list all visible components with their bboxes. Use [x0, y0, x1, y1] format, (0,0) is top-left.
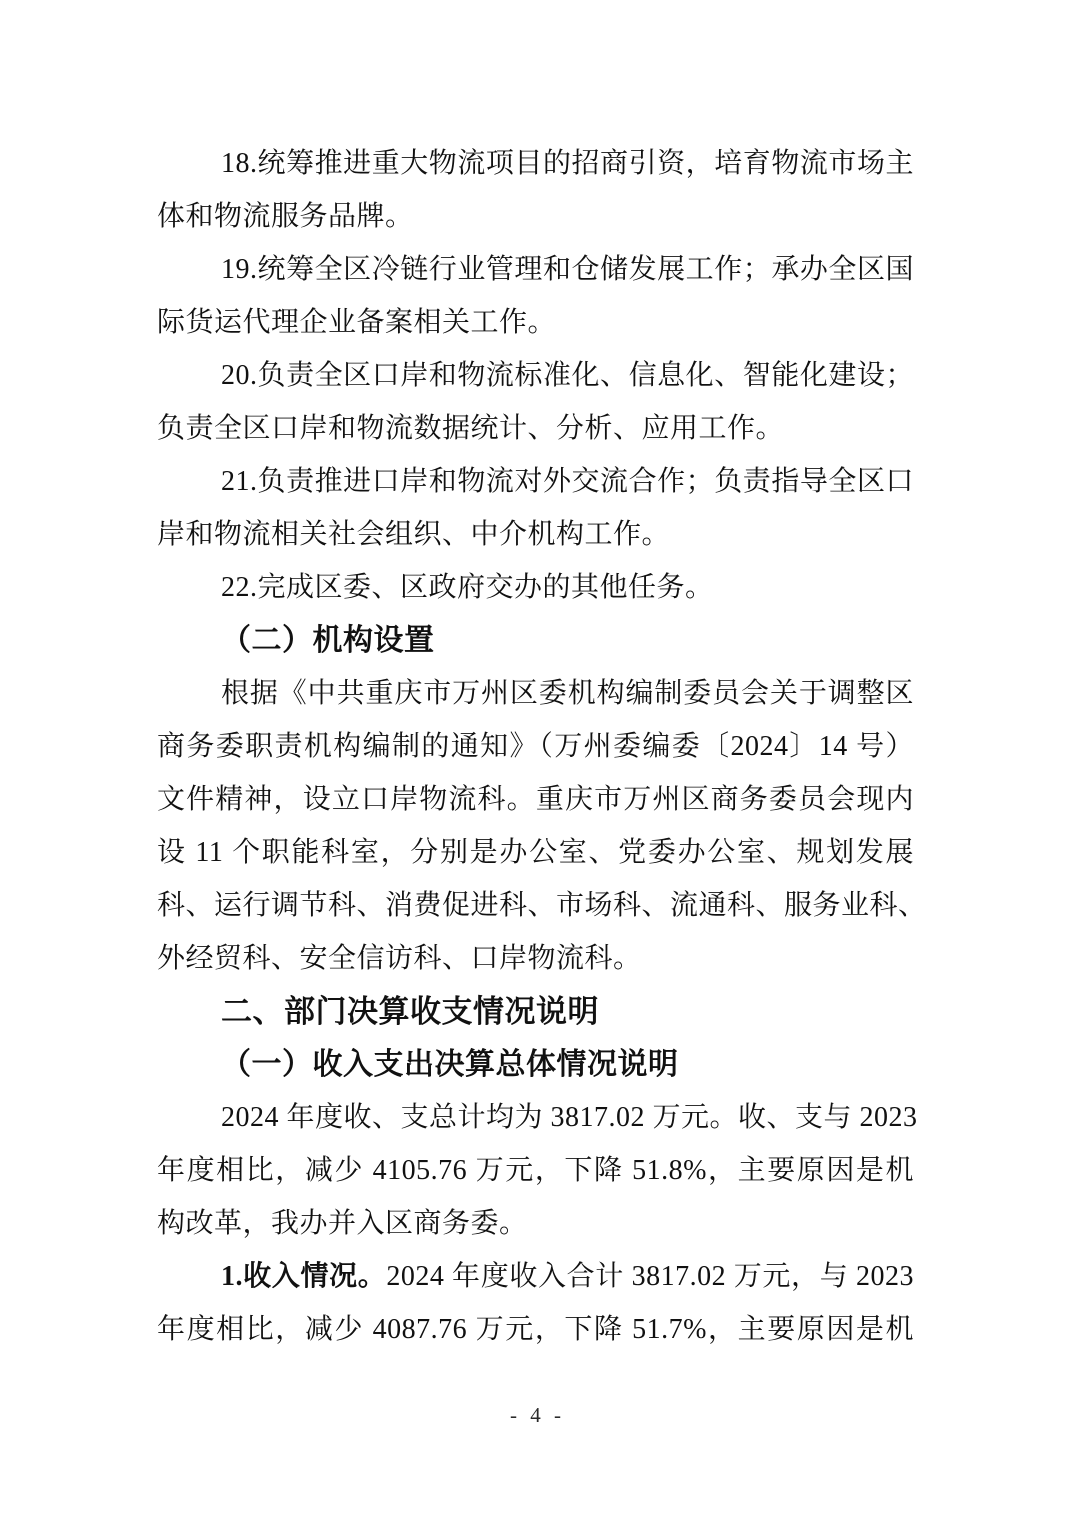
text-segment: 际货运代理企业备案相关工作。 [157, 307, 557, 338]
text-line [221, 349, 914, 402]
text-line [221, 1038, 914, 1091]
text-segment: 根据《中共重庆市万州区委机构编制委员会关于调整区 [221, 678, 914, 709]
text-line [157, 826, 914, 879]
page-number: - 4 - [510, 1403, 565, 1427]
text-segment: 构改革，我办并入区商务委。 [157, 1208, 528, 1239]
text-line [157, 773, 914, 826]
text-segment: 负责全区口岸和物流数据统计、分析、应用工作。 [157, 413, 785, 444]
text-line [221, 614, 914, 667]
text-segment: 20.负责全区口岸和物流标准化、信息化、智能化建设； [221, 360, 914, 391]
text-segment: （一）收入支出决算总体情况说明 [221, 1048, 679, 1081]
text-line [157, 1197, 914, 1250]
text-segment: 18.统筹推进重大物流项目的招商引资，培育物流市场主 [221, 148, 914, 179]
text-line [157, 190, 914, 243]
text-line [157, 932, 914, 985]
text-segment: 22.完成区委、区政府交办的其他任务。 [221, 572, 714, 603]
page-footer [0, 1403, 1075, 1428]
text-segment: 岸和物流相关社会组织、中介机构工作。 [157, 519, 671, 550]
text-line [221, 455, 914, 508]
text-segment: 1.收入情况。 [221, 1261, 387, 1292]
document-body [157, 137, 927, 1356]
text-segment: 2024 年度收、支总计均为 3817.02 万元。收、支与 2023 [221, 1102, 918, 1133]
text-line [157, 296, 914, 349]
text-segment: 设 11 个职能科室，分别是办公室、党委办公室、规划发展 [157, 837, 914, 868]
text-segment: 商务委职责机构编制的通知》（万州委编委〔2024〕14 号） [157, 731, 914, 762]
text-segment: 年度相比，减少 4105.76 万元，下降 51.8%，主要原因是机 [157, 1155, 914, 1186]
text-line [157, 402, 914, 455]
text-segment: 体和物流服务品牌。 [157, 201, 414, 232]
text-line [221, 985, 914, 1038]
text-line [221, 243, 914, 296]
text-segment: 21.负责推进口岸和物流对外交流合作；负责指导全区口 [221, 466, 914, 497]
text-line [221, 561, 914, 614]
text-line [221, 1250, 914, 1303]
text-segment: 年度相比，减少 4087.76 万元，下降 51.7%，主要原因是机 [157, 1314, 914, 1345]
text-line [221, 137, 914, 190]
text-line [221, 667, 914, 720]
text-line [157, 1303, 914, 1356]
text-segment: 文件精神，设立口岸物流科。重庆市万州区商务委员会现内 [157, 784, 914, 815]
text-line [157, 879, 927, 932]
text-segment: 19.统筹全区冷链行业管理和仓储发展工作；承办全区国 [221, 254, 914, 285]
text-segment: 二、部门决算收支情况说明 [221, 994, 599, 1029]
text-line [157, 720, 914, 773]
text-segment: 外经贸科、安全信访科、口岸物流科。 [157, 943, 642, 974]
text-segment: 科、运行调节科、消费促进科、市场科、流通科、服务业科、 [157, 890, 927, 921]
text-segment: 2024 年度收入合计 3817.02 万元，与 2023 [386, 1261, 914, 1292]
text-line [157, 508, 914, 561]
text-line [157, 1144, 914, 1197]
text-line [221, 1091, 918, 1144]
text-segment: （二）机构设置 [221, 624, 435, 657]
